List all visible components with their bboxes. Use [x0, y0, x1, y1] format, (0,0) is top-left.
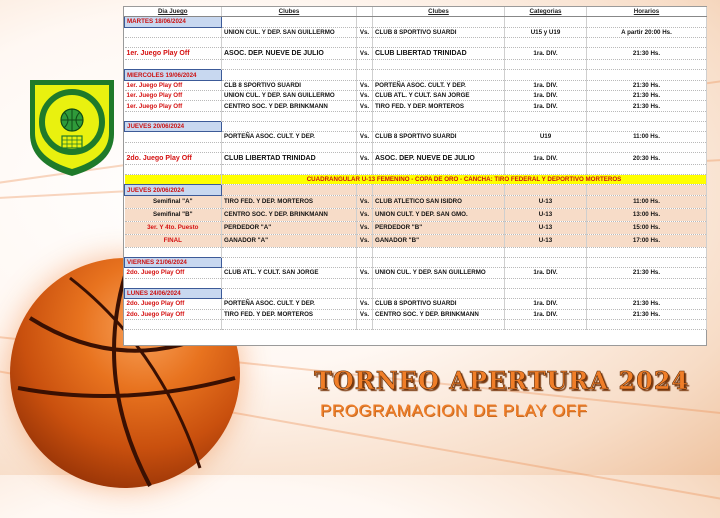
match-label: 2do. Juego Play Off — [125, 299, 222, 309]
cuadrangular-banner: CUADRANGULAR U-13 FEMENINO - COPA DE ORO - CANCHA: TIRO FEDERAL Y DEPORTIVO MORTEROS — [222, 175, 707, 185]
versus-label: Vs. — [357, 91, 373, 101]
schedule-sheet — [123, 6, 707, 346]
cuadrangular-banner-row — [125, 175, 707, 185]
blank-row — [125, 164, 707, 174]
col-header-horarios: Horarios — [587, 7, 707, 17]
home-club: TIRO FED. Y DEP. MORTEROS — [222, 195, 357, 208]
date-row — [125, 121, 707, 131]
match-time: 21:30 Hs. — [587, 80, 707, 90]
blank-row — [125, 37, 707, 47]
cuadrangular-match-row — [125, 234, 707, 247]
match-row — [125, 268, 707, 278]
blank-row — [125, 319, 707, 329]
date-label: VIERNES 21/06/2024 — [125, 258, 222, 268]
category: 1ra. DIV. — [505, 268, 587, 278]
category: U-13 — [505, 234, 587, 247]
blank-row — [125, 142, 707, 152]
category: 1ra. DIV. — [505, 101, 587, 111]
home-club: PORTEÑA ASOC. CULT. Y DEP. — [222, 299, 357, 309]
versus-label: Vs. — [357, 48, 373, 60]
match-time: 21:30 Hs. — [587, 268, 707, 278]
match-time: 21:30 Hs. — [587, 101, 707, 111]
away-club: PERDEDOR "B" — [373, 221, 505, 234]
away-club: PORTEÑA ASOC. CULT. Y DEP. — [373, 80, 505, 90]
away-club: GANADOR "B" — [373, 234, 505, 247]
match-row — [125, 80, 707, 90]
away-club: ASOC. DEP. NUEVE DE JULIO — [373, 152, 505, 164]
match-row — [125, 309, 707, 319]
match-row — [125, 27, 707, 37]
away-club: CLUB 8 SPORTIVO SUARDI — [373, 27, 505, 37]
versus-label: Vs. — [357, 27, 373, 37]
tournament-subtitle: PROGRAMACION DE PLAY OFF — [320, 401, 588, 420]
category: 1ra. DIV. — [505, 299, 587, 309]
match-label: 1er. Juego Play Off — [125, 91, 222, 101]
date-row — [125, 70, 707, 80]
home-club: CLUB LIBERTAD TRINIDAD — [222, 152, 357, 164]
versus-label: Vs. — [357, 299, 373, 309]
cuadrangular-match-row — [125, 221, 707, 234]
away-club: CLUB LIBERTAD TRINIDAD — [373, 48, 505, 60]
match-label: 2do. Juego Play Off — [125, 268, 222, 278]
date-label: LUNES 24/06/2024 — [125, 288, 222, 298]
cuadrangular-match-row — [125, 195, 707, 208]
away-club: CLUB 8 SPORTIVO SUARDI — [373, 299, 505, 309]
blank-row — [125, 278, 707, 288]
date-row — [125, 17, 707, 27]
versus-label: Vs. — [357, 152, 373, 164]
category: 1ra. DIV. — [505, 91, 587, 101]
match-time: 11:00 Hs. — [587, 132, 707, 142]
category: 1ra. DIV. — [505, 152, 587, 164]
schedule-table — [124, 7, 707, 330]
match-label: Semifinal "A" — [125, 195, 222, 208]
match-row — [125, 48, 707, 60]
versus-label: Vs. — [357, 195, 373, 208]
match-row — [125, 91, 707, 101]
association-logo — [22, 72, 122, 180]
category: 1ra. DIV. — [505, 80, 587, 90]
match-row — [125, 101, 707, 111]
match-label: 1er. Juego Play Off — [125, 80, 222, 90]
match-row — [125, 152, 707, 164]
match-label: 2do. Juego Play Off — [125, 152, 222, 164]
category: 1ra. DIV. — [505, 48, 587, 60]
versus-label: Vs. — [357, 221, 373, 234]
home-club: TIRO FED. Y DEP. MORTEROS — [222, 309, 357, 319]
cuadrangular-match-row — [125, 208, 707, 221]
match-label — [125, 132, 222, 142]
home-club: UNION CUL. Y DEP. SAN GUILLERMO — [222, 27, 357, 37]
col-header-clubes-local: Clubes — [222, 7, 357, 17]
home-club: CENTRO SOC. Y DEP. BRINKMANN — [222, 101, 357, 111]
home-club: UNION CUL. Y DEP. SAN GUILLERMO — [222, 91, 357, 101]
date-row — [125, 185, 707, 195]
match-time: 21:30 Hs. — [587, 91, 707, 101]
home-club: PERDEDOR "A" — [222, 221, 357, 234]
away-club: UNION CUL. Y DEP. SAN GUILLERMO — [373, 268, 505, 278]
home-club: PORTEÑA ASOC. CULT. Y DEP. — [222, 132, 357, 142]
category: U-13 — [505, 208, 587, 221]
versus-label: Vs. — [357, 132, 373, 142]
blank-row — [125, 111, 707, 121]
tournament-title: TORNEO APERTURA 2024 — [314, 366, 690, 395]
match-time: 20:30 Hs. — [587, 152, 707, 164]
away-club: CENTRO SOC. Y DEP. BRINKMANN — [373, 309, 505, 319]
match-time: 13:00 Hs. — [587, 208, 707, 221]
home-club: CLUB ATL. Y CULT. SAN JORGE — [222, 268, 357, 278]
match-time: 17:00 Hs. — [587, 234, 707, 247]
home-club: ASOC. DEP. NUEVE DE JULIO — [222, 48, 357, 60]
home-club: GANADOR "A" — [222, 234, 357, 247]
match-time: 21:30 Hs. — [587, 48, 707, 60]
match-label: 2do. Juego Play Off — [125, 309, 222, 319]
category: U-13 — [505, 195, 587, 208]
home-club: CLB 8 SPORTIVO SUARDI — [222, 80, 357, 90]
col-header-clubes-visitante: Clubes — [373, 7, 505, 17]
col-header-dia: Dia Juego — [125, 7, 222, 17]
match-time: 21:30 Hs. — [587, 299, 707, 309]
blank-row — [125, 247, 707, 257]
home-club: CENTRO SOC. Y DEP. BRINKMANN — [222, 208, 357, 221]
date-label: MIERCOLES 19/06/2024 — [125, 70, 222, 80]
match-label: Semifinal "B" — [125, 208, 222, 221]
away-club: TIRO FED. Y DEP. MORTEROS — [373, 101, 505, 111]
category: 1ra. DIV. — [505, 309, 587, 319]
match-label — [125, 27, 222, 37]
away-club: CLUB 8 SPORTIVO SUARDI — [373, 132, 505, 142]
match-label: FINAL — [125, 234, 222, 247]
versus-label: Vs. — [357, 80, 373, 90]
away-club: UNION CULT. Y DEP. SAN GMO. — [373, 208, 505, 221]
category: U-13 — [505, 221, 587, 234]
date-label: JUEVES 20/06/2024 — [125, 121, 222, 131]
match-time: A partir 20:00 Hs. — [587, 27, 707, 37]
versus-label: Vs. — [357, 268, 373, 278]
date-label: JUEVES 20/06/2024 — [125, 185, 222, 195]
match-row — [125, 132, 707, 142]
category: U15 y U19 — [505, 27, 587, 37]
versus-label: Vs. — [357, 309, 373, 319]
blank-row — [125, 60, 707, 70]
match-row — [125, 299, 707, 309]
match-time: 15:00 Hs. — [587, 221, 707, 234]
match-label: 3er. Y 4to. Puesto — [125, 221, 222, 234]
versus-label: Vs. — [357, 234, 373, 247]
away-club: CLUB ATLETICO SAN ISIDRO — [373, 195, 505, 208]
match-label: 1er. Juego Play Off — [125, 101, 222, 111]
category: U19 — [505, 132, 587, 142]
versus-label: Vs. — [357, 101, 373, 111]
match-time: 11:00 Hs. — [587, 195, 707, 208]
versus-label: Vs. — [357, 208, 373, 221]
match-time: 21:30 Hs. — [587, 309, 707, 319]
table-header-row — [125, 7, 707, 17]
col-header-categorias: Categorias — [505, 7, 587, 17]
date-row — [125, 258, 707, 268]
date-label: MARTES 18/06/2024 — [125, 17, 222, 27]
match-label: 1er. Juego Play Off — [125, 48, 222, 60]
away-club: CLUB ATL. Y CULT. SAN JORGE — [373, 91, 505, 101]
date-row — [125, 288, 707, 298]
